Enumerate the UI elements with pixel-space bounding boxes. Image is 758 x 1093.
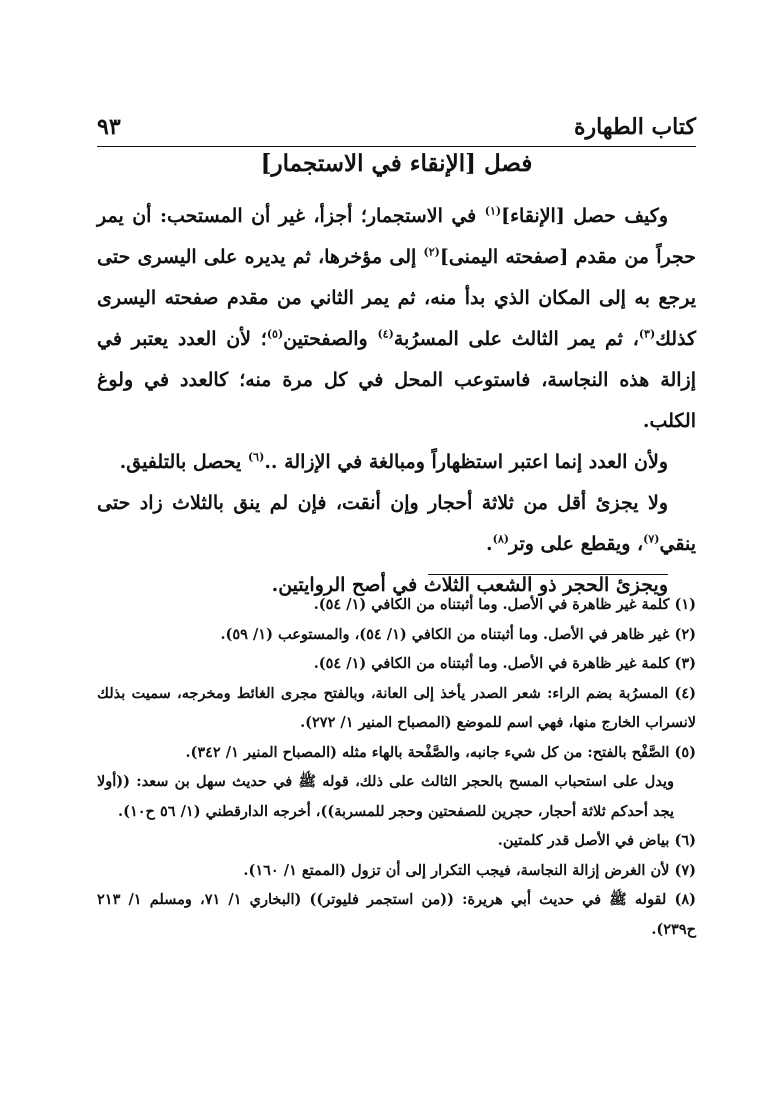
text-run: إلى مؤخرها، ثم يديره على اليسرى حتى يرجع به إلى المكان الذي بدأ منه، ثم يمر الثاني من مقدم صفحته اليسرى كذلك bbox=[97, 246, 697, 350]
footnote-7: (٧) لأن الغرض إزالة النجاسة، فيجب التكرار إلى أن تزول (الممتع ١/ ١٦٠). bbox=[243, 861, 696, 879]
footnote-ref-4: (٤) bbox=[377, 327, 394, 341]
paragraph-4: ويجزئ الحجر ذو الشعب الثلاث في أصح الروايتين. bbox=[271, 574, 668, 596]
footnote-1: (١) كلمة غير ظاهرة في الأصل. وما أثبتناه من الكافي (١/ ٥٤). bbox=[313, 596, 696, 613]
footnote-ref-7: (٧) bbox=[643, 532, 660, 546]
running-header bbox=[97, 112, 696, 147]
text-run: ؛ لأن العدد يعتبر في إزالة هذه النجاسة، فاستوعب المحل في كل مرة منه؛ كالعدد في ولوغ الكلب. bbox=[97, 328, 696, 432]
footnote-divider bbox=[428, 574, 668, 575]
text-run: وكيف حصل [الإنقاء] bbox=[501, 205, 668, 227]
footnote-2: (٢) غير ظاهر في الأصل. وما أثبتناه من الكافي (١/ ٥٤)، والمستوعب (١/ ٥٩). bbox=[220, 625, 696, 643]
paragraph-3 bbox=[97, 483, 696, 565]
text-run: . bbox=[486, 533, 493, 555]
footnotes bbox=[97, 590, 696, 944]
book-title: كتاب الطهارة bbox=[573, 114, 696, 140]
footnote-6: (٦) بياض في الأصل قدر كلمتين. bbox=[497, 832, 696, 849]
footnote-ref-8: (٨) bbox=[492, 532, 509, 546]
text-run: في الاستجمار؛ أجزأ، غير أن المستحب: أن يمر حجراً من مقدم [صفحته اليمنى] bbox=[97, 205, 696, 268]
footnote-3: (٣) كلمة غير ظاهرة في الأصل. وما أثبتناه من الكافي (١/ ٥٤). bbox=[313, 655, 696, 672]
footnote-ref-1: (١) bbox=[484, 204, 502, 218]
text-run: ولأن العدد إنما اعتبر استظهاراً ومبالغة في الإزالة .. bbox=[264, 451, 668, 473]
section-title: فصل [الإنقاء في الاستجمار] bbox=[260, 150, 533, 177]
text-run: ، ويقطع على وتر bbox=[508, 533, 644, 555]
footnote-4: (٤) المسرُبة بضم الراء: شعر الصدر يأخذ إلى العانة، وبالفتح مجرى الغائط ومخرجه، سميت بذلك لانسراب الخارج منها، فهي اسم للموضع (المصباح المنير ١/ ٢٧٢). bbox=[97, 684, 696, 731]
text-run: ولا يجزئ أقل من ثلاثة أحجار وإن أنقت، فإن لم ينق بالثلاث زاد حتى ينقي bbox=[97, 492, 696, 555]
footnote-ref-5: (٥) bbox=[266, 327, 284, 341]
text-run: ، ثم يمر الثالث على المسرُبة bbox=[393, 328, 639, 350]
footnote-ref-6: (٦) bbox=[247, 450, 265, 464]
page-number: ٩٣ bbox=[97, 114, 121, 140]
footnote-8: (٨) لقوله ﷺ في حديث أبي هريرة: ((من استجمر فليوتر)) (البخاري ١/ ٧١، ومسلم ١/ ٢١٣ ح٢٣٩). bbox=[97, 891, 696, 938]
paragraph-2 bbox=[97, 442, 696, 483]
footnote-ref-3: (٣) bbox=[638, 327, 656, 341]
paragraph-1 bbox=[97, 196, 696, 442]
main-text bbox=[97, 196, 696, 606]
footnote-5-continuation: ويدل على استحباب المسح بالحجر الثالث على ذلك، قوله ﷺ في حديث سهل بن سعد: ((أولا يجد أحدكم ثلاثة أحجار، حجرين للصفحتين وحجر للمسربة))، أخرجه الدارقطني (١/ ٥٦ ح١٠). bbox=[97, 773, 674, 820]
text-run: يحصل بالتلفيق. bbox=[119, 451, 248, 473]
footnote-ref-2: (٢) bbox=[423, 245, 440, 259]
text-run: والصفحتين bbox=[283, 328, 378, 350]
footnote-5: (٥) الصَّفْح بالفتح: من كل شيء جانبه، والصَّفْحة بالهاء مثله (المصباح المنير ١/ ٣٤٢). bbox=[185, 743, 696, 761]
